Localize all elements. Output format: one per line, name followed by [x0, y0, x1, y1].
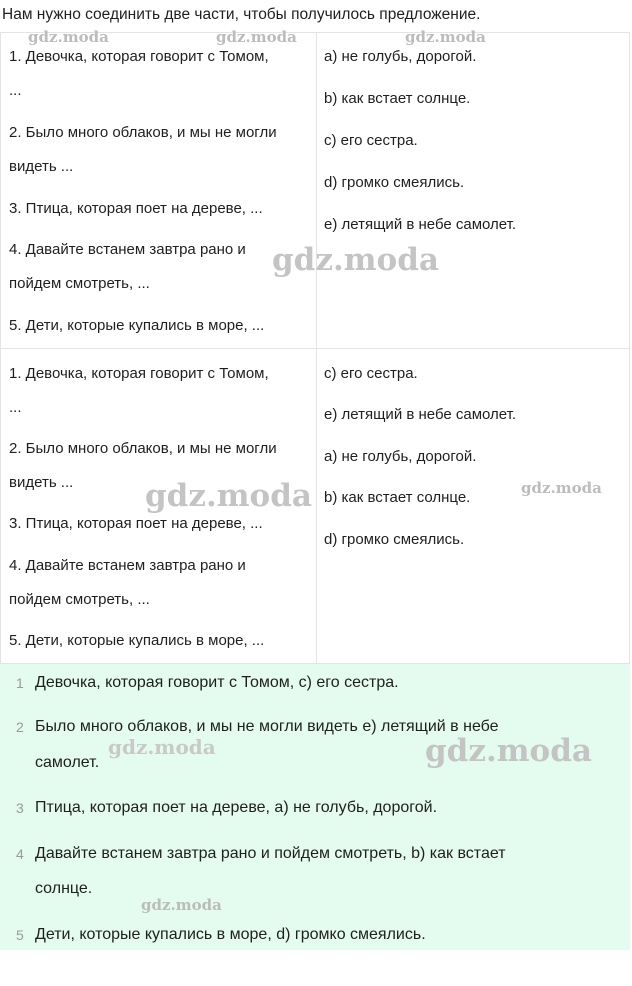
table-line: a) не голубь, дорогой. [324, 48, 477, 65]
watermark: gdz.moda [272, 242, 439, 278]
table-line: e) летящий в небе самолет. [324, 216, 517, 233]
table-line: c) его сестра. [324, 132, 418, 149]
answer-text: самолет. [35, 754, 100, 771]
answer-text: солнце. [35, 880, 93, 897]
table-line: 5. Дети, которые купались в море, ... [9, 632, 265, 649]
table-line: ... [9, 399, 22, 416]
watermark: gdz.moda [521, 479, 602, 497]
watermark: gdz.moda [28, 28, 109, 46]
answer-text: Давайте встанем завтра рано и пойдем смотреть, b) как встает [35, 845, 506, 862]
answer-text: Было много облаков, и мы не могли видеть e) летящий в небе [35, 718, 499, 735]
table-line: a) не голубь, дорогой. [324, 448, 477, 465]
table-line: 2. Было много облаков, и мы не могли [9, 440, 277, 457]
answer-text: Дети, которые купались в море, d) громко смеялись. [35, 926, 426, 943]
table-line: видеть ... [9, 158, 74, 175]
watermark: gdz.moda [141, 896, 222, 914]
table-line: b) как встает солнце. [324, 489, 471, 506]
solution-table [0, 348, 630, 664]
watermark: gdz.moda [145, 478, 312, 514]
answer-number: 4 [16, 846, 24, 862]
table-line: видеть ... [9, 474, 74, 491]
table-line: c) его сестра. [324, 365, 418, 382]
column-divider [316, 349, 317, 663]
answer-number: 3 [16, 800, 24, 816]
table-line: b) как встает солнце. [324, 90, 471, 107]
table-line: пойдем смотреть, ... [9, 591, 150, 608]
table-line: d) громко смеялись. [324, 531, 465, 548]
watermark: gdz.moda [425, 733, 592, 769]
column-divider [316, 33, 317, 348]
answer-text: Птица, которая поет на дереве, a) не голубь, дорогой. [35, 799, 438, 816]
answer-text: Девочка, которая говорит с Томом, c) его сестра. [35, 674, 399, 691]
table-line: e) летящий в небе самолет. [324, 406, 517, 423]
exercise-table [0, 32, 630, 349]
task-instruction: Нам нужно соединить две части, чтобы получилось предложение. [2, 6, 481, 23]
table-line: 3. Птица, которая поет на дереве, ... [9, 200, 263, 217]
table-line: пойдем смотреть, ... [9, 275, 150, 292]
answer-number: 1 [16, 675, 24, 691]
table-line: ... [9, 82, 22, 99]
answer-number: 2 [16, 719, 24, 735]
table-line: 4. Давайте встанем завтра рано и [9, 557, 246, 574]
table-line: 1. Девочка, которая говорит с Томом, [9, 365, 269, 382]
table-line: 1. Девочка, которая говорит с Томом, [9, 48, 269, 65]
table-line: 3. Птица, которая поет на дереве, ... [9, 515, 263, 532]
answer-number: 5 [16, 927, 24, 943]
table-line: 4. Давайте встанем завтра рано и [9, 241, 246, 258]
watermark: gdz.moda [108, 735, 216, 759]
answer-list [0, 664, 630, 950]
watermark: gdz.moda [216, 28, 297, 46]
watermark: gdz.moda [405, 28, 486, 46]
table-line: 2. Было много облаков, и мы не могли [9, 124, 277, 141]
table-line: 5. Дети, которые купались в море, ... [9, 317, 265, 334]
table-line: d) громко смеялись. [324, 174, 465, 191]
